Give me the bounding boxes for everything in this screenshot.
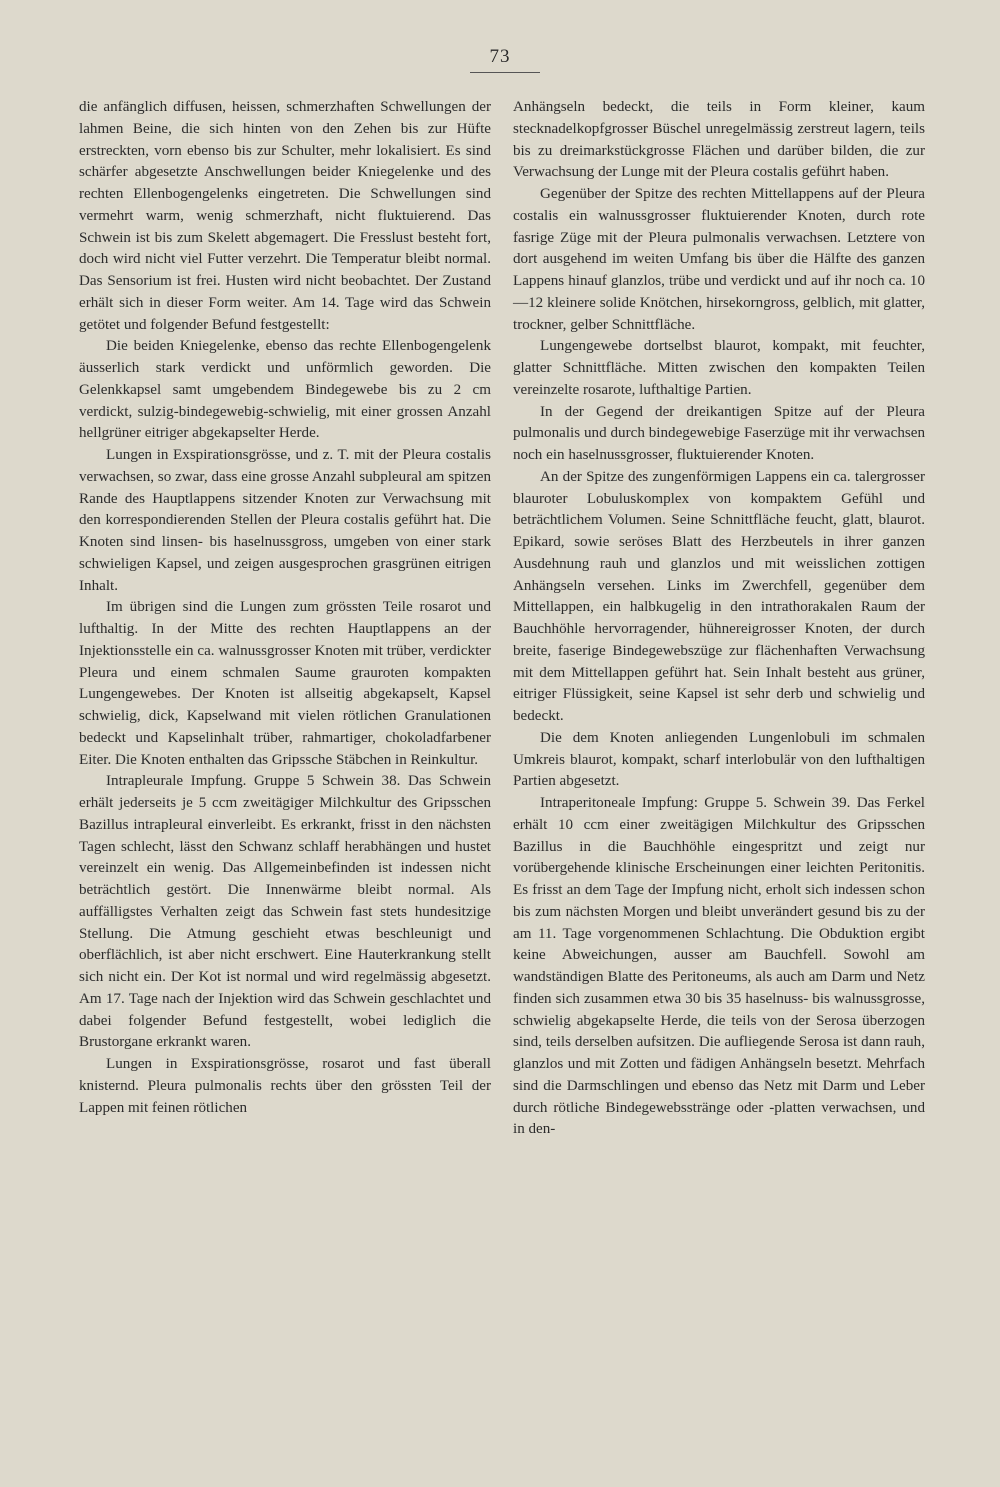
section-paragraph: Intraperitoneale Impfung: Gruppe 5. Schwein 39. Das Ferkel erhält 10 ccm einer zweitägigen Milchkultur des Gripsschen Bazillus in die Bauchhöhle eingespritzt und zeigt nur vorübergehende klinische Erscheinungen einer leichten Peritonitis. Es frisst an dem Tage der Impfung nicht, erholt sich indessen schon bis zum nächsten Morgen und bleibt unverändert gesund bis zu der am 11. Tage vorgenommenen Schlachtung. Die Obduktion ergibt keine Abweichungen, ausser am Bauchfell. Sowohl am wandständigen Blatte des Peritoneums, als auch am Darm und Netz finden sich zusammen etwa 30 bis 35 haselnuss- bis walnussgrosse, schwielig abgekapselte Herde, die teils von der Serosa überzogen sind, teils derselben aufsitzen. Die aufliegende Serosa ist dann rauh, glanzlos und mit Zotten und fädigen Anhängseln besetzt. Mehrfach sind die Darmschlingen und ebenso das Netz mit Darm und Leber durch rötliche Bindegewebsstränge oder -platten verwachsen, und in den-	[513, 795, 925, 1138]
right-column	[513, 97, 925, 1141]
header-rule	[470, 72, 540, 73]
paragraph: In der Gegend der dreikantigen Spitze auf der Pleura pulmonalis und durch bindegewebige Faserzüge mit ihr verwachsen noch ein haselnussgrosser, fluktuierender Knoten.	[513, 403, 925, 463]
left-column	[79, 97, 491, 1119]
paragraph: An der Spitze des zungenförmigen Lappens ein ca. talergrosser blauroter Lobuluskomplex von kompaktem Gefühl und beträchtlichem Volumen. Seine Schnittfläche feucht, glatt, blaurot. Epikard, sowie seröses Blatt des Herzbeutels in ihrer ganzen Ausdehnung rauh und glanzlos und mit weisslichen zottigen Anhängseln versehen. Links im Zwerchfell, gegenüber dem Mittellappen, ein halbkugelig in den intrathorakalen Raum der Bauchhöhle hervorragender, hühnereigrosser Knoten, der durch breite, faserige Bindegewebszüge zur flächenhaften Verwachsung mit dem Mittellappen geführt hat. Sein Inhalt besteht aus grüner, eitriger Flüssigkeit, seine Kapsel ist sehr derb und schwielig und bedeckt.	[513, 468, 925, 724]
section-paragraph: Intrapleurale Impfung. Gruppe 5 Schwein 38. Das Schwein erhält jederseits je 5 ccm zweitägiger Milchkultur des Gripsschen Bazillus intrapleural einverleibt. Es erkrankt, frisst in den nächsten Tagen schlecht, lässt den Schwanz schlaff herabhängen und hustet vereinzelt ein wenig. Das Allgemeinbefinden ist indessen nicht beträchtlich gestört. Die Innenwärme bleibt normal. Als auffälligstes Verhalten zeigt das Schwein fast stets hundesitzige Stellung. Die Atmung geschieht etwas beschleunigt und oberflächlich, ist aber nicht erschwert. Eine Hauterkrankung stellt sich nicht ein. Der Kot ist normal und wird regelmässig abgesetzt. Am 17. Tage nach der Injektion wird das Schwein geschlachtet und dabei folgender Befund festgestellt, wobei lediglich die Brustorgane erkrankt waren.	[79, 773, 491, 1051]
page-number: 73	[489, 46, 511, 67]
paragraph: Lungengewebe dortselbst blaurot, kompakt, mit feuchter, glatter Schnittfläche. Mitten zwischen den kompakten Teilen vereinzelte rosarote, lufthaltige Partien.	[513, 338, 925, 398]
paragraph: Im übrigen sind die Lungen zum grössten Teile rosarot und lufthaltig. In der Mitte des rechten Hauptlappens an der Injektionsstelle ein ca. walnussgrosser Knoten mit trüber, verdickter Pleura und einem schmalen Saume grauroten kompakten Lungengewebes. Der Knoten ist allseitig abgekapselt, Kapsel schwielig, dick, Kapselwand mit vielen rötlichen Granulationen bedeckt und Kapselinhalt trüber, rahmartiger, chokoladfarbener Eiter. Die Knoten enthalten das Gripssche Stäbchen in Reinkultur.	[79, 599, 491, 768]
paragraph: Die dem Knoten anliegenden Lungenlobuli im schmalen Umkreis blaurot, kompakt, scharf interlobulär von den lufthaltigen Partien abgesetzt.	[513, 729, 925, 790]
paragraph: die anfänglich diffusen, heissen, schmerzhaften Schwellungen der lahmen Beine, die sich hinten von den Zehen bis zur Hüfte erstreckten, vorn ebenso bis zur Schulter, mehr lokalisiert. Es sind schärfer abgesetzte Anschwellungen beider Kniegelenke und des rechten Ellenbogengelenks eingetreten. Die Schwellungen sind vermehrt warm, wenig schmerzhaft, nicht fluktuierend. Das Schwein ist bis zum Skelett abgemagert. Die Fresslust besteht fort, doch wird nicht viel Futter verzehrt. Die Temperatur bleibt normal. Das Sensorium ist frei. Husten wird nicht beobachtet. Der Zustand erhält sich in dieser Form weiter. Am 14. Tage wird das Schwein getötet und folgender Befund festgestellt:	[79, 99, 491, 333]
paragraph: Die beiden Kniegelenke, ebenso das rechte Ellenbogengelenk äusserlich stark verdickt und unförmlich geworden. Die Gelenkkapsel samt umgebendem Bindegewebe bis zu 2 cm verdickt, sulzig-bindegewebig-schwielig, mit einer grossen Anzahl hellgrüner eitriger abgekapselter Herde.	[79, 338, 491, 442]
paragraph: Gegenüber der Spitze des rechten Mittellappens auf der Pleura costalis ein walnussgrosser fluktuierender Knoten, durch rote fasrige Züge mit der Pleura pulmonalis verwachsen. Letztere von dort ausgehend im weiten Umfang bis über die Hälfte des ganzen Lappens hinauf glanzlos, trübe und verdickt und auf ihr noch ca. 10—12 kleinere solide Knötchen, hirsekorngross, gelblich, mit glatter, trockner, gelber Schnittfläche.	[513, 186, 925, 333]
paragraph: Anhängseln bedeckt, die teils in Form kleiner, kaum stecknadelkopfgrosser Büschel unregelmässig zerstreut lagern, teils bis zu dreimarkstückgrosse Flächen und darüber bilden, die zur Verwachsung der Lunge mit der Pleura costalis geführt haben.	[513, 99, 925, 181]
paragraph: Lungen in Exspirationsgrösse, rosarot und fast überall knisternd. Pleura pulmonalis rechts über den grössten Teil der Lappen mit feinen rötlichen	[79, 1056, 491, 1116]
paragraph: Lungen in Exspirationsgrösse, und z. T. mit der Pleura costalis verwachsen, so zwar, dass eine grosse Anzahl subpleural am spitzen Rande des Hauptlappens sitzender Knoten zur Verwachsung mit den korrespondierenden Stellen der Pleura costalis geführt hat. Die Knoten sind linsen- bis haselnussgross, umgeben von einer stark schwieligen Kapsel, und zeigen ausgesprochen grasgrünen eitrigen Inhalt.	[79, 447, 491, 594]
